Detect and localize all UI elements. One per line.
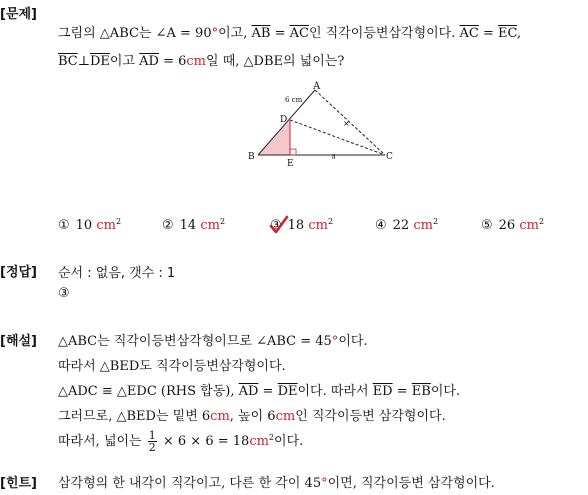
- label-d: D: [280, 115, 288, 125]
- choice-5[interactable]: ⑤ 26 $cm^2$: [481, 217, 545, 233]
- problem-line-2: $\overline{BC}\perp\overline{DE}$이고 $\overline{AD} = 6cm$일 때, △DBE의 넓이는?: [58, 54, 345, 69]
- problem-header: [문제]: [0, 7, 37, 22]
- hint-line: 삼각형의 한 내각이 직각이고, 다른 한 각이 45°이면, 직각이등변 삼각형이다.: [58, 476, 495, 491]
- right-angle-mark: [290, 149, 296, 155]
- segment-dc: [290, 120, 385, 155]
- choice-2[interactable]: ② 14 $cm^2$: [162, 217, 226, 233]
- solution-line-2: 따라서 △BED도 직각이등변삼각형이다.: [58, 359, 286, 374]
- selected-choice-marker: ③: [270, 218, 288, 233]
- solution-line-3: △ADC ≡ △EDC (RHS 합동), $\overline{AD} = \overline{DE}$이다. 따라서 $\overline{ED} = \overline{EB}$이다.: [58, 384, 461, 399]
- mark-x: ×: [343, 119, 350, 128]
- answer-header: [정답]: [0, 265, 37, 280]
- side-ac: [315, 90, 385, 155]
- solution-line-1: △ABC는 직각이등변삼각형이므로 ∠ABC = 45°이다.: [58, 334, 368, 349]
- triangle-figure: [245, 80, 405, 170]
- choice-4[interactable]: ④ 22 $cm^2$: [375, 217, 439, 233]
- checkmark-icon: [269, 215, 289, 235]
- label-e: E: [287, 159, 294, 169]
- problem-line-1: 그림의 △ABC는 ∠A = 90°이고, $\overline{AB} = \overline{AC}$인 직각이등변삼각형이다. $\overline{AC} = \overline{EC}$,: [58, 26, 522, 41]
- fraction-one-half: $\frac{1}{2}$: [148, 429, 156, 454]
- hint-header: [힌트]: [0, 476, 37, 491]
- label-b: B: [248, 152, 255, 162]
- label-6cm: 6 cm: [285, 96, 303, 104]
- label-c: C: [386, 152, 393, 162]
- label-a: A: [313, 81, 321, 92]
- solution-header: [해설]: [0, 334, 37, 349]
- solution-line-5: 따라서, 넓이는 $\frac{1}{2}$ × $6 \times 6 = 18cm^2$이다.: [58, 429, 304, 454]
- choice-3[interactable]: ③ 18 $cm^2$: [270, 217, 334, 233]
- choice-1[interactable]: ① 10 $cm^2$: [58, 217, 122, 233]
- mark-ii: ॥: [331, 152, 336, 161]
- answer-line-1: 순서 : 없음, 갯수 : 1: [58, 266, 176, 281]
- answer-line-2: ③: [58, 286, 70, 301]
- solution-line-4: 그러므로, △BED는 밑변 6cm, 높이 6cm인 직각이등변 삼각형이다.: [58, 409, 446, 424]
